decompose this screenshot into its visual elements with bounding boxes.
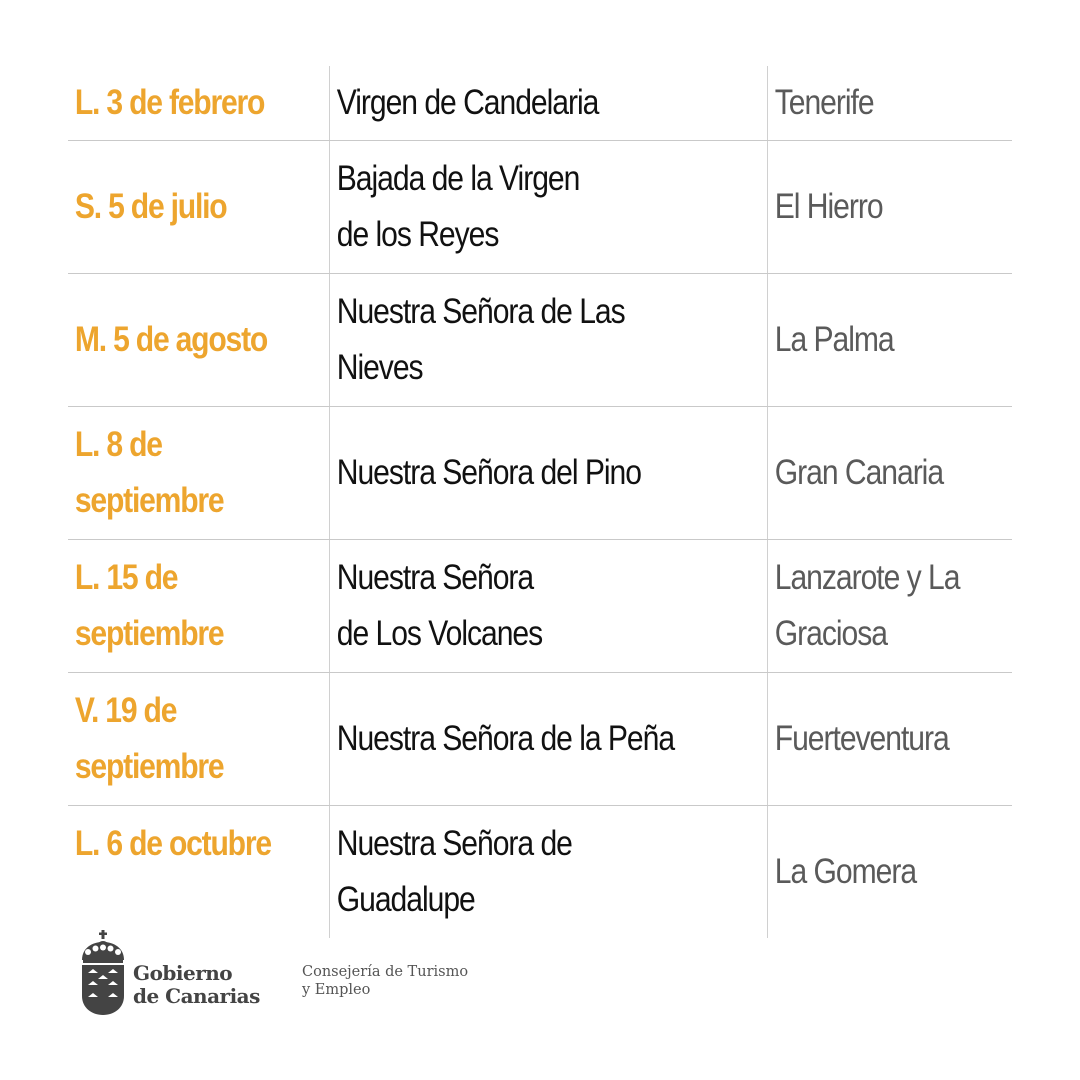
festivity-name-cell: Nuestra Señora de Los Volcanes (329, 540, 767, 672)
island-cell: Tenerife (767, 66, 1012, 140)
festivity-name-cell: Bajada de la Virgen de los Reyes (329, 141, 767, 273)
canary-islands-coat-of-arms-icon (80, 930, 126, 1016)
footer (80, 930, 580, 1020)
festivity-name-cell: Nuestra Señora de Las Nieves (329, 274, 767, 406)
festivity-name-cell: Nuestra Señora de la Peña (329, 673, 767, 805)
island-cell: La Gomera (767, 806, 1012, 938)
festivity-name-cell: Nuestra Señora de Guadalupe (329, 806, 767, 938)
date-cell: L. 3 de febrero (74, 83, 265, 122)
table-row (68, 274, 1012, 407)
table-row (68, 141, 1012, 274)
government-logo-text: Gobierno de Canarias (133, 961, 260, 1008)
island-cell: Lanzarote y La Graciosa (767, 540, 1012, 672)
island-cell: Fuerteventura (767, 673, 1012, 805)
date-cell: L. 15 de septiembre (74, 558, 224, 653)
date-cell: S. 5 de julio (74, 187, 227, 226)
festivity-name-cell: Virgen de Candelaria (329, 66, 767, 140)
island-cell: El Hierro (767, 141, 1012, 273)
date-cell: L. 8 de septiembre (74, 425, 224, 520)
department-name: Consejería de Turismo y Empleo (302, 964, 469, 998)
table-row (68, 673, 1012, 806)
date-cell: L. 6 de octubre (74, 824, 271, 863)
festivities-table (68, 66, 1012, 938)
date-cell: M. 5 de agosto (74, 320, 268, 359)
table-row (68, 806, 1012, 938)
festivity-name-cell: Nuestra Señora del Pino (329, 407, 767, 539)
table-row (68, 540, 1012, 673)
island-cell: Gran Canaria (767, 407, 1012, 539)
table-row (68, 66, 1012, 141)
island-cell: La Palma (767, 274, 1012, 406)
date-cell: V. 19 de septiembre (74, 691, 224, 786)
table-row (68, 407, 1012, 540)
